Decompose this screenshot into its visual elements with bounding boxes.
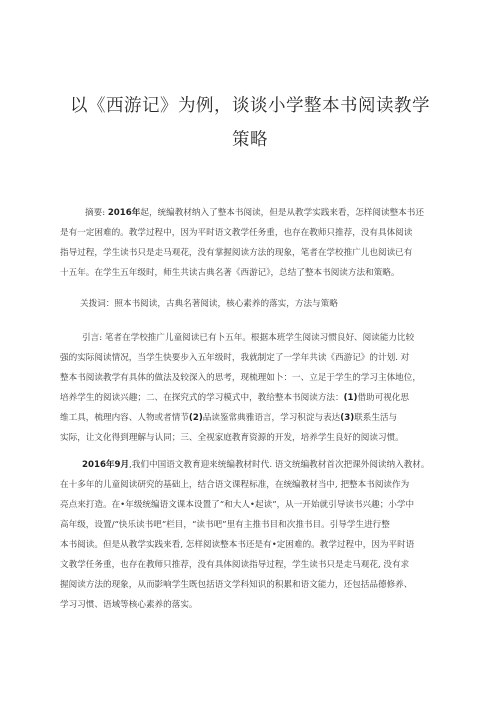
intro-line-5 [60,411,397,423]
body-line-7: 握阅读方法的现象，从而影响学生既包括语文学科知识的积累和语文能力，还包括品德修养、 [60,580,413,590]
intro-line-3: 整本书阅读教学有具体的做法及较深入的思考，现梳理如卜：一、立足于学生的学习主体地位， [60,373,421,383]
abstract-year: 2016年 [107,208,141,218]
body-line-5: 本书阅读。但是从教学实践来看, 怎样阅读整本书还是有•定困难的。教学过程中，因为平时语 [60,540,415,550]
intro-line-2: 强的实际阅读情况，当学生快要步入五年级时，我就制定了一学年共读《西游记》的计划. 对 [60,353,410,363]
intro-line-1: 引言: 笔者在学校推广儿童阅读已有卜五年。根据本班学生阅读习惯良好、阅读能力比较 [82,333,415,343]
keywords-line: 关拨词：照本书阅读，古典名著阅读，核心素养的落实，方法与策略 [80,299,338,309]
body-line-1 [82,458,429,470]
intro-number-3: (3) [340,413,355,423]
body-line-2: 在十多年的儿童阅读研究的基础上，结合语文课程标准，在统编教材当中, 把整本书阅读作为 [60,480,410,490]
body-year: 2016年9月 [82,460,130,470]
body-text: ,我们中国语文教育迎来统编教材时代. 语文统编教材首次把课外阅读纳入教材。 [129,460,430,470]
body-line-8: 学习习惯、语域等核心素养的落实。 [60,600,198,610]
abstract-label: 摘要: [85,208,106,218]
intro-number-2: (2) [188,413,203,423]
abstract-line-4: 十五年。在学生五年级时，师生共读古典名著《西游记》，总结了整本书阅读方法和策略。 [60,268,400,278]
abstract-line-1 [85,206,424,218]
intro-text: 品读鉴常典雅语言，学习积淀与表达 [202,413,341,423]
abstract-line-2: 是有一定困难的。教学过程中，因为平时语文教学任务重，也存在教师只推荐，没有具体阅读 [60,228,413,238]
intro-text: 借助可视化思 [357,393,410,403]
intro-text: 培养学生的阅读兴趣；二、在探究式的学习模式中，教给整本书阅读方法： [60,393,344,403]
title-line-1: 以《西游记》为例，谈谈小学整本书阅读教学 [70,96,430,116]
intro-line-4 [60,391,409,403]
body-line-6: 文教学任务重，也存在教师只推荐，没有具体阅读指导过程，学生读书只是走马观花, 没有求 [60,560,410,570]
body-line-3: 亮点来打造。在•年级统编语文课本设置了“和大人•起读”，从一开始就引导读书兴趣；小学中 [60,500,415,510]
body-line-4: 高年级，设置/“快乐读书吧”栏目，“读书吧”里有主推书目和次推书目。引导学生进行整 [60,520,390,530]
intro-line-6: 实际，让文化得到理解与认同；三、全视家庭教育资源的开发，培养学生良好的阅读习惯。 [60,433,404,443]
intro-text: 维工具，梳理内容、人物或者情节 [60,413,189,423]
intro-number-1: (1) [343,393,358,403]
intro-text: 联系生活与 [354,413,398,423]
title-line-2: 策略 [232,130,268,150]
abstract-text: 起，统编教材纳入了整本书阅读，但是从教学实践来看，怎样阅读整本书还 [140,208,424,218]
abstract-line-3: 指导过程，学生读书只是走马观花，没有掌握阅读方法的现象，笔者在学校推广儿也阅读已有 [60,248,413,258]
